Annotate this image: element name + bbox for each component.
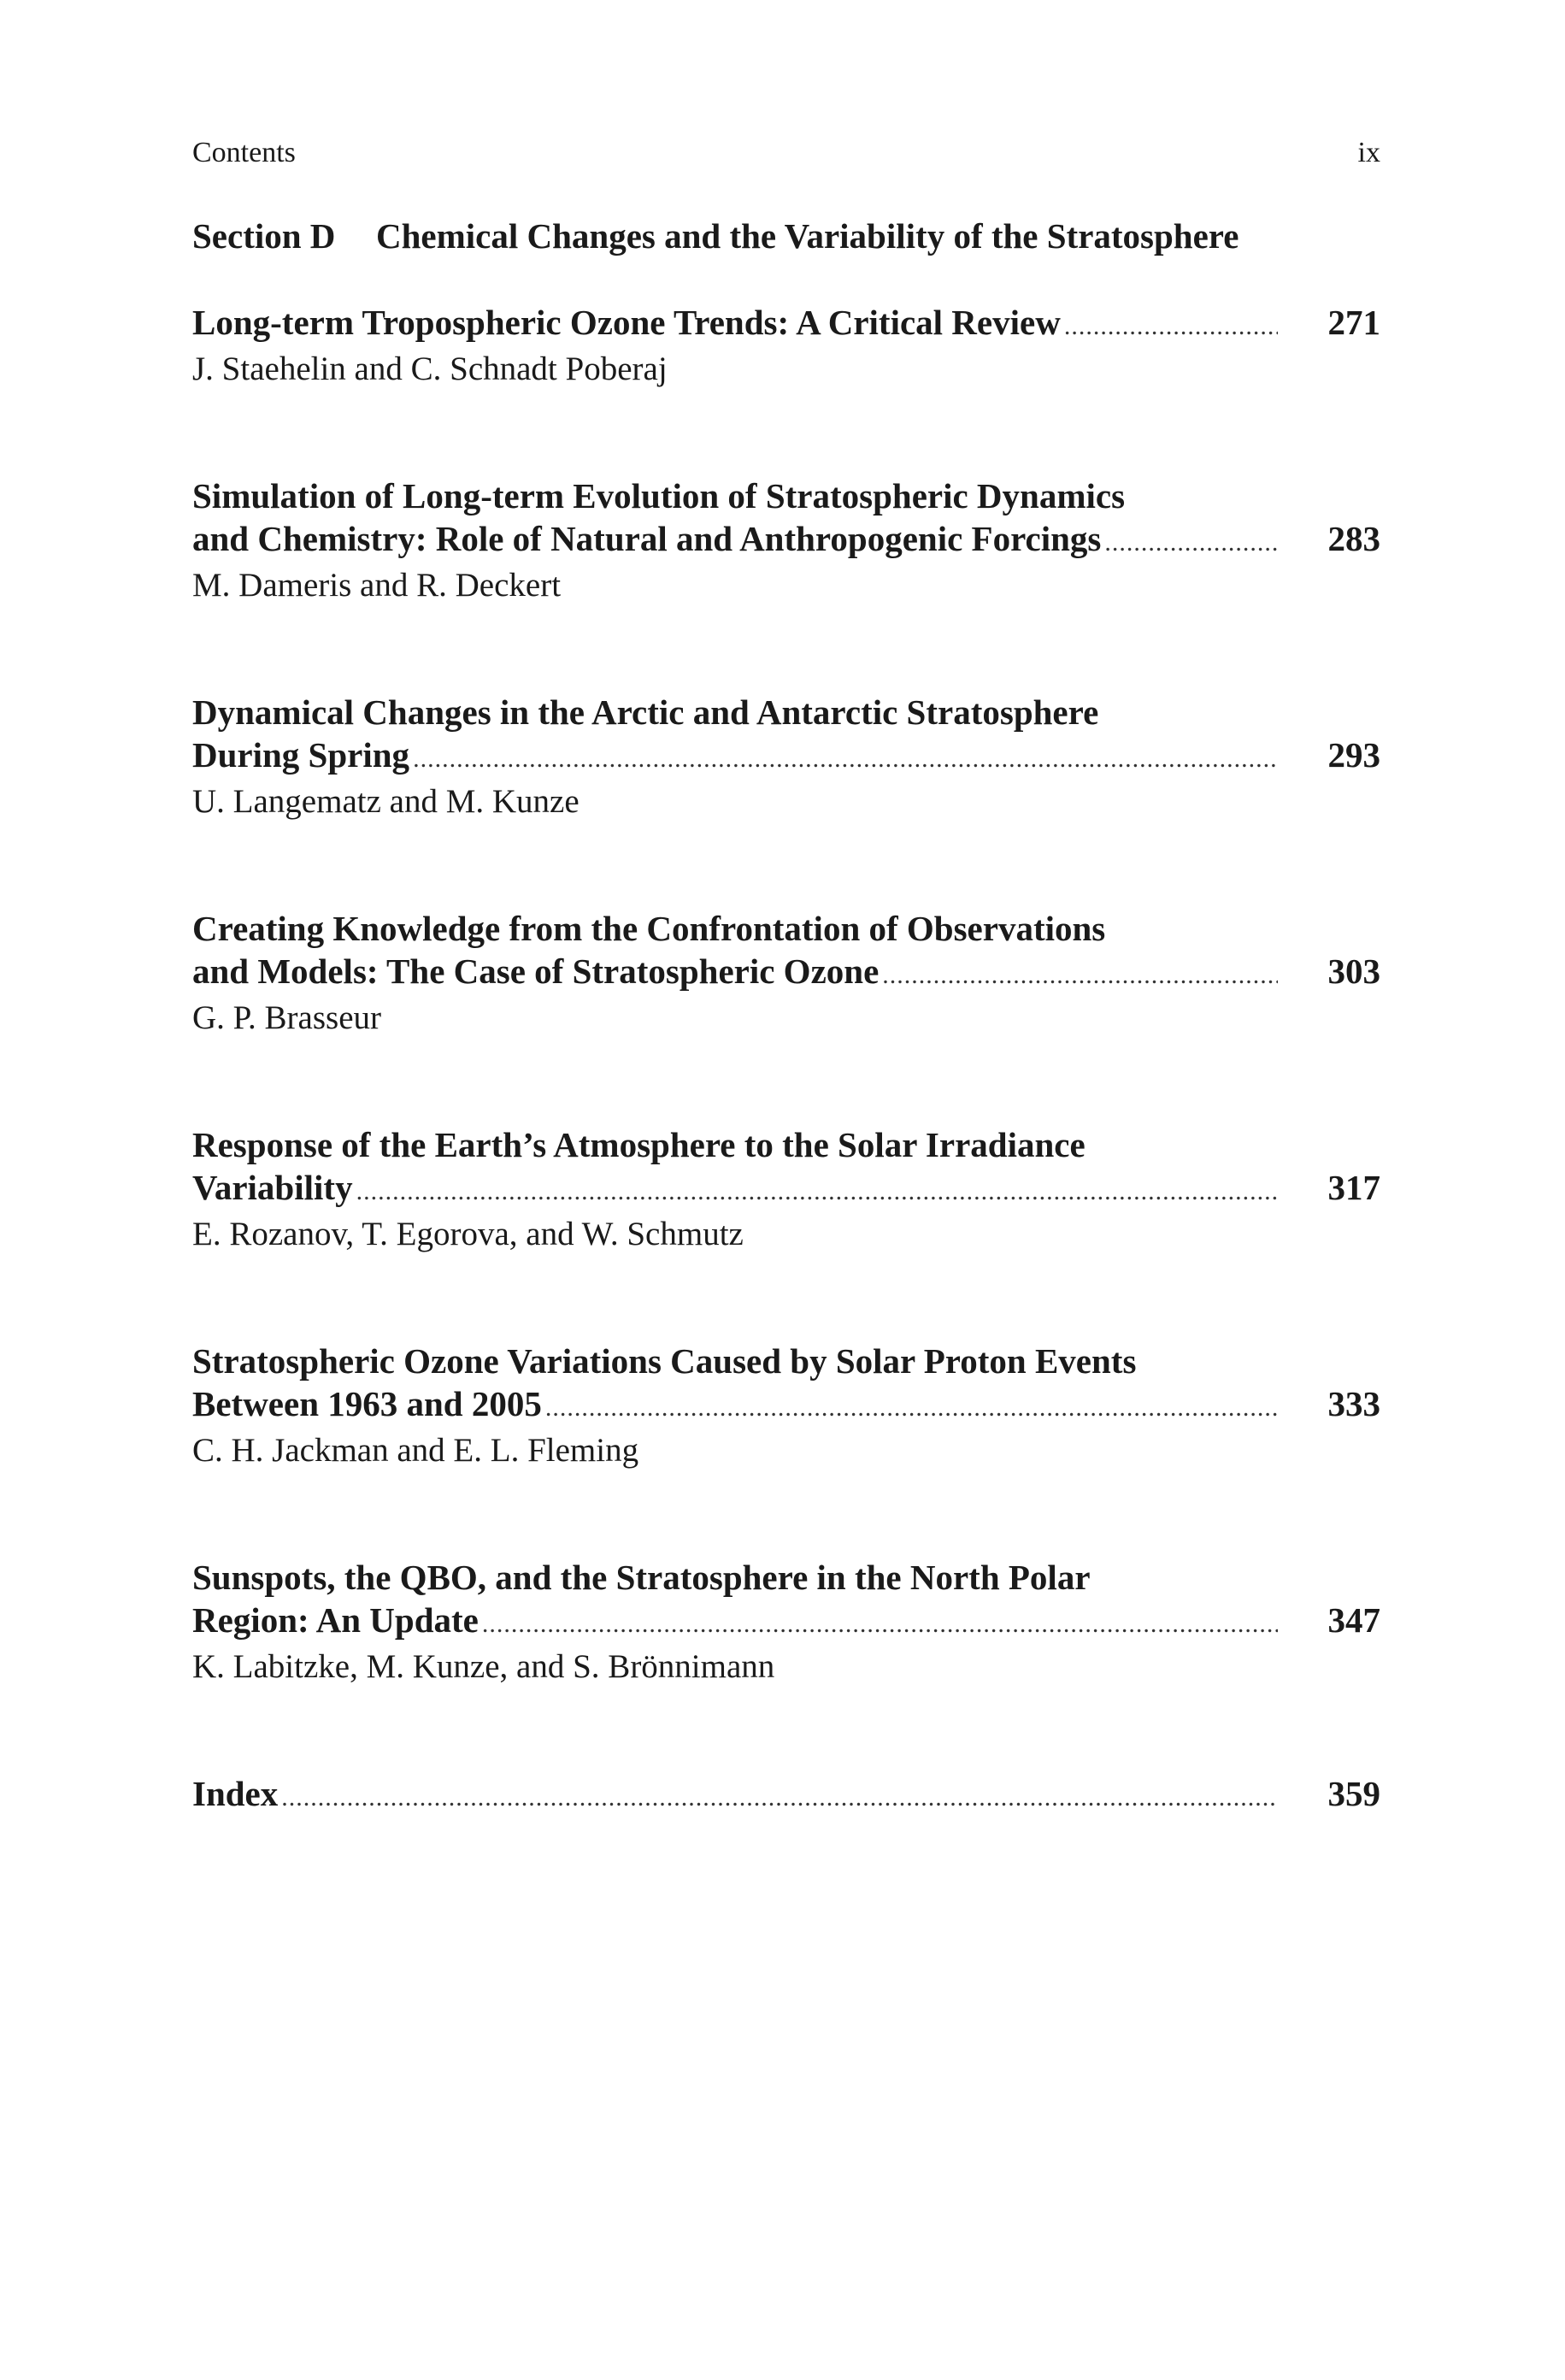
toc-entry-authors: J. Staehelin and C. Schnadt Poberaj	[192, 351, 668, 387]
dot-leader	[1064, 305, 1278, 348]
toc-entry-page-number[interactable]: 333	[1327, 1384, 1380, 1423]
running-head	[192, 137, 1380, 171]
toc-entry-title[interactable]: Sunspots, the QBO, and the Stratosphere in the North Polar	[192, 1558, 1091, 1597]
toc-entry-title-line	[192, 1166, 1380, 1213]
dot-leader	[545, 1387, 1278, 1429]
dot-leader	[413, 738, 1278, 781]
toc-entry[interactable]	[192, 301, 1380, 391]
toc-list	[192, 301, 1380, 1862]
toc-entry-title-line	[192, 733, 1380, 781]
toc-entry-title-continued[interactable]: Variability	[192, 1168, 353, 1207]
section-label: Section D	[192, 216, 336, 256]
toc-entry-title[interactable]: Dynamical Changes in the Arctic and Antarctic Stratosphere	[192, 692, 1099, 732]
running-head-title: Contents	[192, 137, 296, 168]
toc-entry-authors: U. Langematz and M. Kunze	[192, 783, 580, 820]
toc-entry[interactable]	[192, 1556, 1380, 1688]
dot-leader	[281, 1776, 1278, 1819]
dot-leader	[1104, 521, 1278, 564]
toc-entry-title-line	[192, 1599, 1380, 1646]
section-title: Chemical Changes and the Variability of the Stratosphere	[376, 216, 1239, 256]
toc-entry-authors: M. Dameris and R. Deckert	[192, 567, 562, 604]
toc-entry[interactable]	[192, 1123, 1380, 1256]
toc-entry-title[interactable]: Long-term Tropospheric Ozone Trends: A Critical Review	[192, 303, 1061, 342]
toc-entry-title-line	[192, 1382, 1380, 1429]
toc-entry-page-number[interactable]: 293	[1327, 735, 1380, 775]
toc-entry[interactable]	[192, 907, 1380, 1040]
toc-entry-page-number[interactable]: 347	[1327, 1600, 1380, 1640]
toc-entry-title-line	[192, 517, 1380, 564]
toc-entry-authors: E. Rozanov, T. Egorova, and W. Schmutz	[192, 1216, 744, 1252]
toc-entry-authors: G. P. Brasseur	[192, 999, 381, 1036]
toc-entry[interactable]	[192, 474, 1380, 607]
toc-entry-title-continued[interactable]: and Models: The Case of Stratospheric Ozone	[192, 951, 880, 991]
toc-entry-title-continued[interactable]: Between 1963 and 2005	[192, 1384, 542, 1423]
toc-entry-title[interactable]: Simulation of Long-term Evolution of Stratospheric Dynamics	[192, 476, 1126, 515]
dot-leader	[882, 954, 1278, 997]
index-label[interactable]: Index	[192, 1774, 279, 1813]
toc-entry-title-line	[192, 301, 1380, 348]
toc-entry-index[interactable]	[192, 1772, 1380, 1819]
toc-entry-title-continued[interactable]: and Chemistry: Role of Natural and Anthropogenic Forcings	[192, 519, 1102, 558]
dot-leader	[356, 1170, 1278, 1213]
dot-leader	[482, 1603, 1278, 1646]
toc-entry-title-line	[192, 950, 1380, 997]
section-heading	[192, 215, 1238, 256]
toc-entry-page-number[interactable]: 317	[1327, 1168, 1380, 1207]
toc-entry-page-number[interactable]: 271	[1327, 303, 1380, 342]
toc-entry-title-line	[192, 1772, 1380, 1819]
toc-entry-page-number[interactable]: 283	[1327, 519, 1380, 558]
toc-entry-title[interactable]: Creating Knowledge from the Confrontation of Observations	[192, 909, 1106, 948]
toc-entry[interactable]	[192, 691, 1380, 823]
toc-entry[interactable]	[192, 1340, 1380, 1472]
toc-entry-title[interactable]: Stratospheric Ozone Variations Caused by Solar Proton Events	[192, 1341, 1137, 1381]
toc-entry-authors: K. Labitzke, M. Kunze, and S. Brönnimann	[192, 1648, 775, 1685]
toc-entry-title-continued[interactable]: Region: An Update	[192, 1600, 479, 1640]
running-head-page-number: ix	[1357, 137, 1380, 168]
toc-entry-title-continued[interactable]: During Spring	[192, 735, 410, 775]
toc-entry-page-number[interactable]: 303	[1327, 951, 1380, 991]
toc-entry-title[interactable]: Response of the Earth’s Atmosphere to the Solar Irradiance	[192, 1125, 1085, 1164]
index-page-number[interactable]: 359	[1327, 1774, 1380, 1813]
toc-entry-authors: C. H. Jackman and E. L. Fleming	[192, 1432, 639, 1469]
